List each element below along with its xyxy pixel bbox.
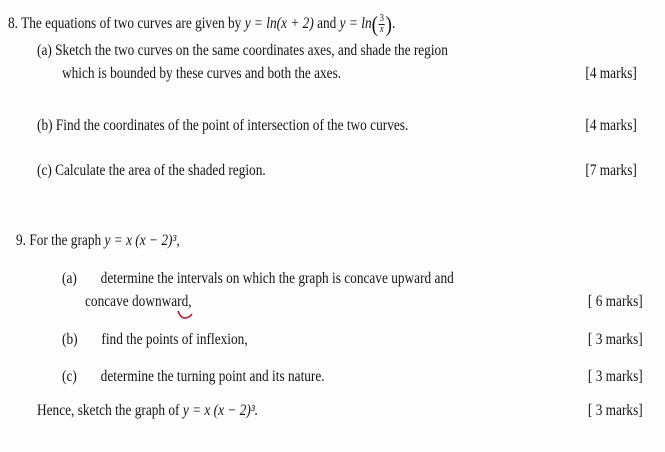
q8c-line1 xyxy=(37,161,266,181)
q9-hence xyxy=(37,401,258,421)
q9c-label: (c) xyxy=(62,368,77,385)
q9-hence-marks: [ 3 marks] xyxy=(588,402,643,419)
q8-eq2-prefix: y = ln xyxy=(339,15,372,33)
q8-eq1: y = ln(x + 2) xyxy=(244,15,314,33)
pen-mark-icon xyxy=(176,308,196,322)
q9-eq: y = x (x − 2)³, xyxy=(104,232,180,249)
q9-hence-text: Hence, sketch the graph of xyxy=(37,402,180,419)
q9a-marks: [ 6 marks] xyxy=(588,293,643,310)
q9b-label: (b) xyxy=(62,331,78,348)
q9-number: 9. xyxy=(16,232,26,249)
q8c-label: (c) xyxy=(37,162,52,179)
q9b-line1 xyxy=(62,330,248,350)
q8b-marks: [4 marks] xyxy=(585,117,637,134)
q8-eq2-den: x xyxy=(379,24,384,35)
q8a-line1 xyxy=(37,41,448,61)
q8-stem: 8. The equations of two curves are given by y = ln(x + 2) and y = ln( $\frac{3}{x}$ ). xyxy=(8,11,396,37)
q8-and: and xyxy=(317,15,337,33)
q9a-text2: concave downward, xyxy=(85,293,192,310)
q8b-label: (b) xyxy=(37,117,53,134)
q8b-text1: Find the coordinates of the point of intersection of the two curves. xyxy=(55,117,409,134)
q8a-marks: [4 marks] xyxy=(585,65,637,82)
q9c-marks: [ 3 marks] xyxy=(588,368,643,385)
q8-eq2-suffix: . xyxy=(391,15,396,33)
q8-eq2-num: 3 xyxy=(379,13,384,24)
q8b-line1 xyxy=(37,116,408,136)
q9-stem-text: For the graph xyxy=(29,232,102,249)
q9b-marks: [ 3 marks] xyxy=(588,331,643,348)
q8-stem-text: The equations of two curves are given by xyxy=(21,15,242,33)
q9b-text1: find the points of inflexion, xyxy=(101,331,248,348)
q8a-text1: Sketch the two curves on the same coordinates axes, and shade the region xyxy=(55,42,448,59)
q9-hence-eq: y = x (x − 2)³. xyxy=(182,402,259,419)
q9c-line1 xyxy=(62,367,325,387)
q8-number: 8. xyxy=(8,15,18,33)
q9a-line1 xyxy=(62,269,454,289)
q8-eq2-fraction xyxy=(379,14,385,35)
q9a-text1: determine the intervals on which the graph is concave upward and xyxy=(100,270,454,287)
q9-stem xyxy=(16,231,180,251)
q8c-marks: [7 marks] xyxy=(585,162,637,179)
q8c-text1: Calculate the area of the shaded region. xyxy=(55,162,266,179)
q8a-label: (a) xyxy=(37,42,52,59)
q8a-text2: which is bounded by these curves and both the axes. xyxy=(62,65,342,82)
q9a-label: (a) xyxy=(62,270,77,287)
q9c-text1: determine the turning point and its nature. xyxy=(100,368,325,385)
